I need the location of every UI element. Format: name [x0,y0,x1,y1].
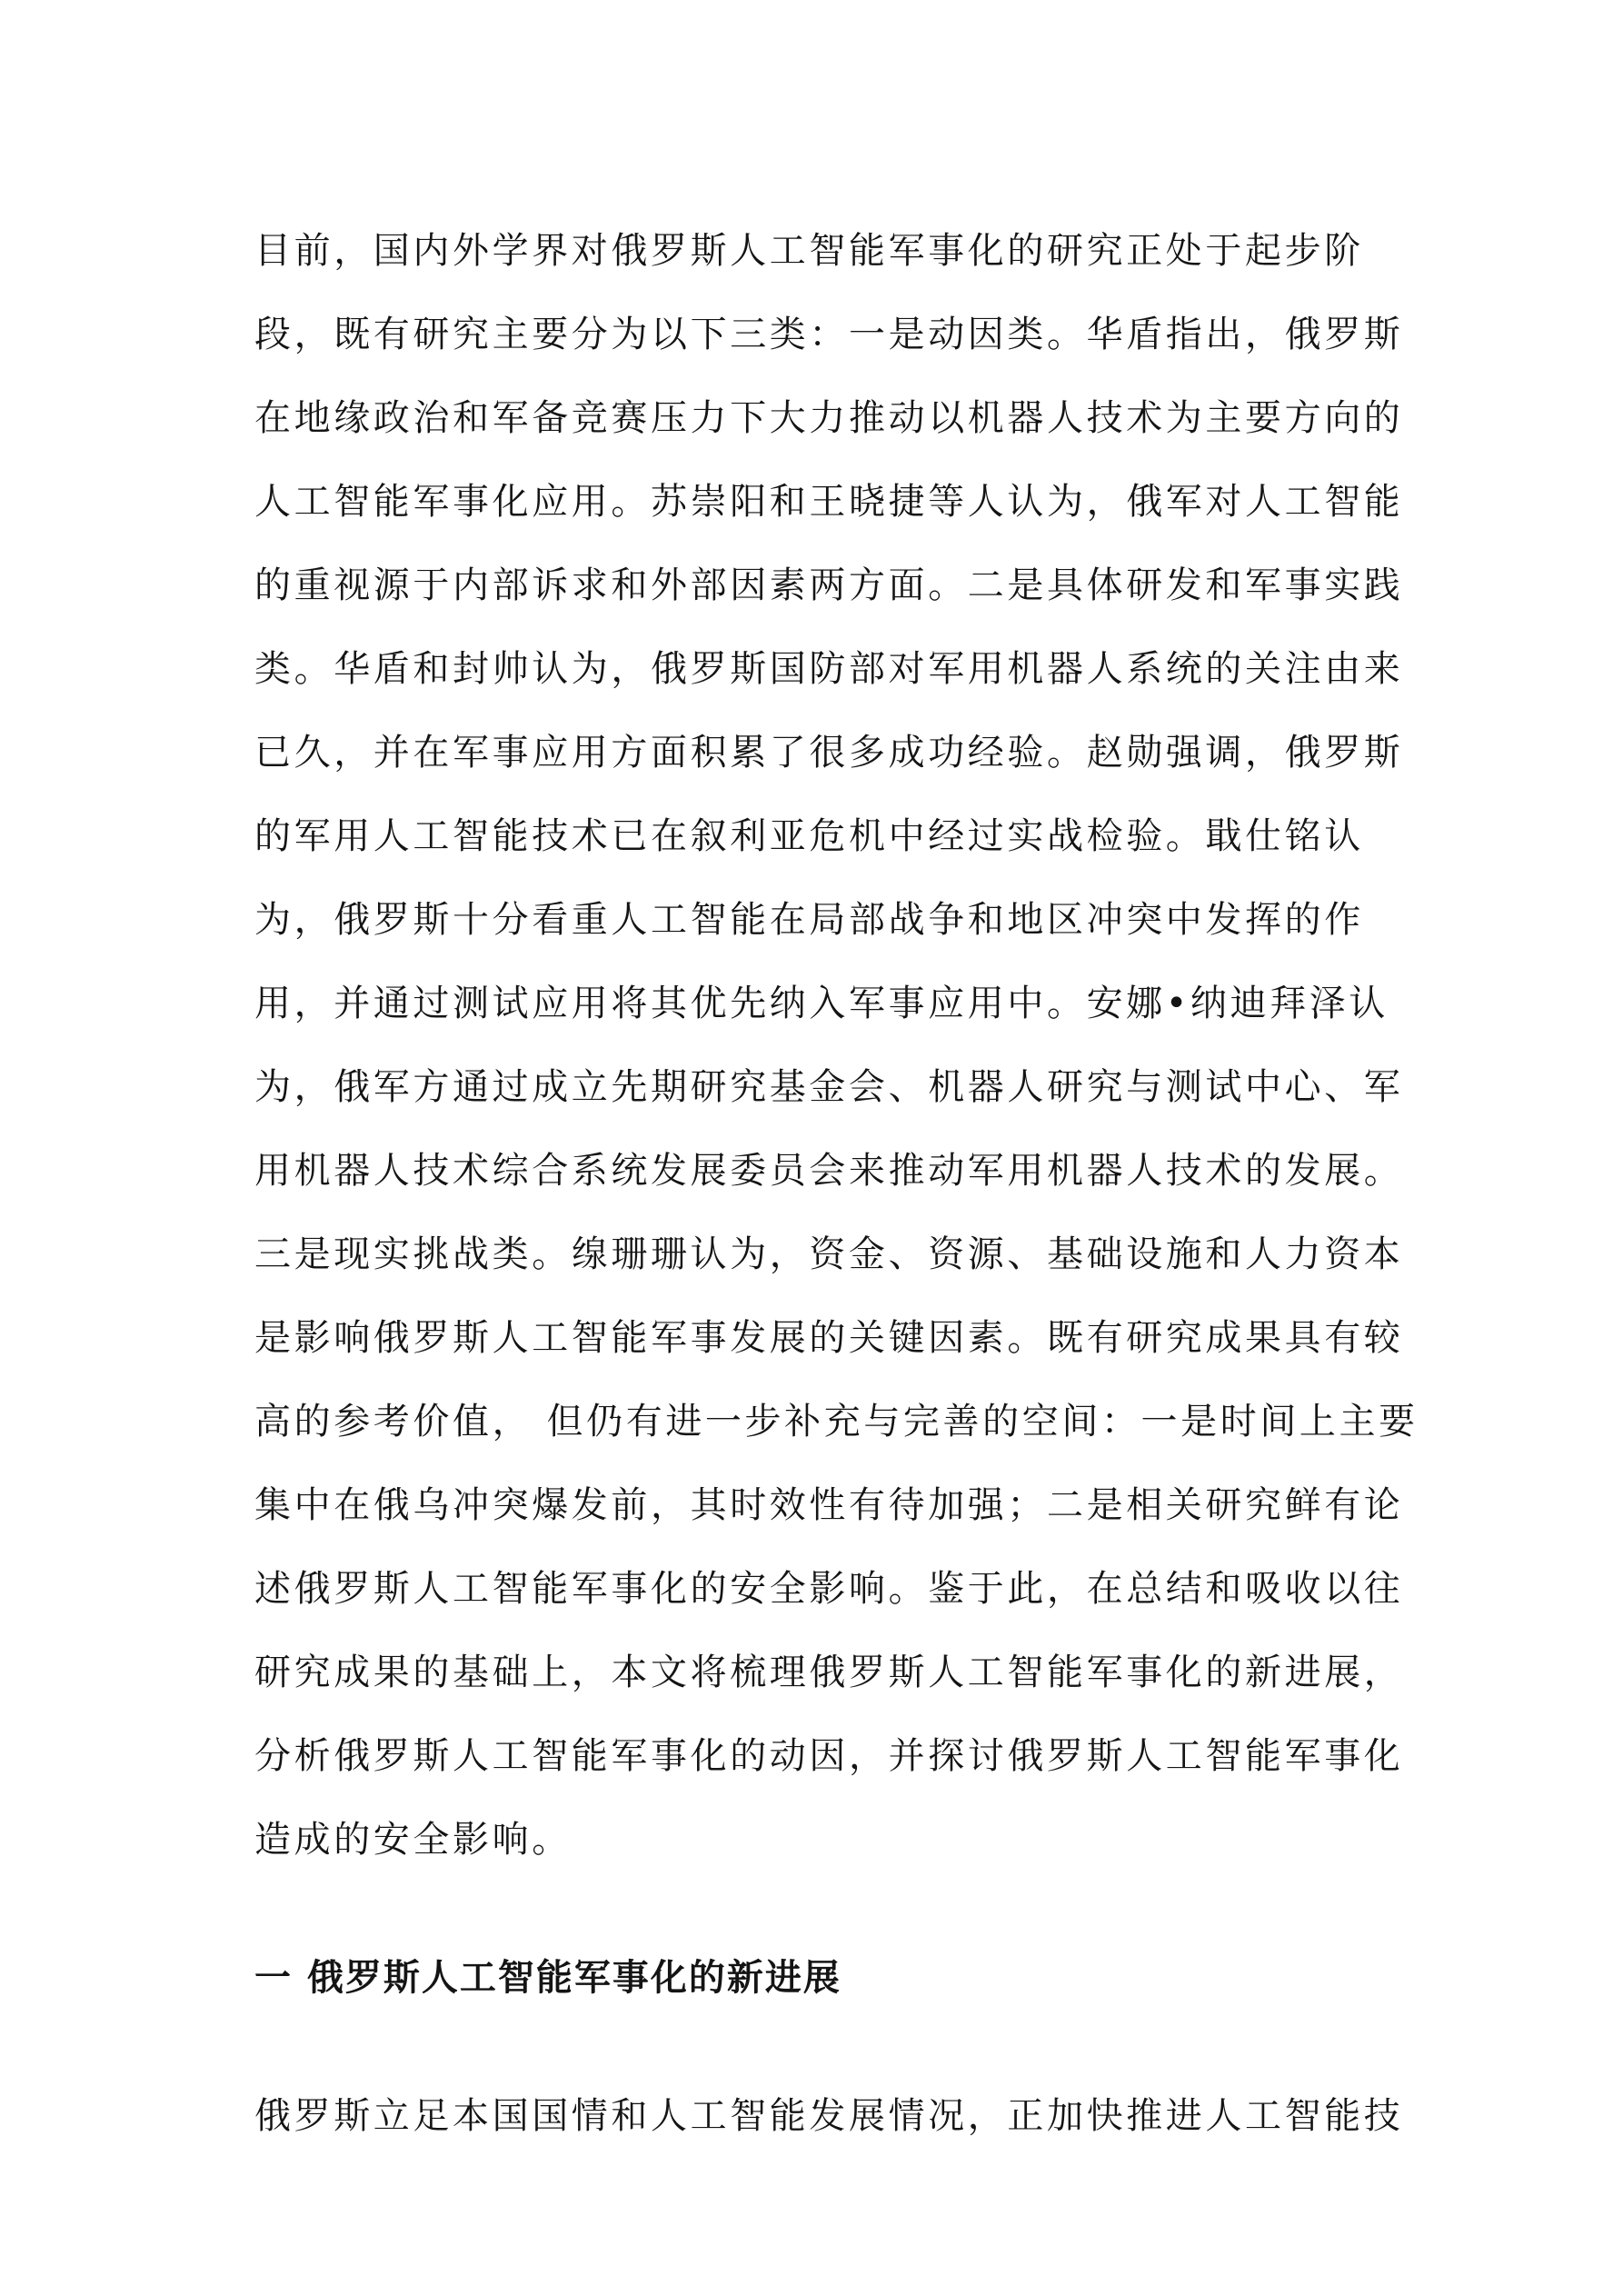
paragraph-line: 类。华盾和封帅认为，俄罗斯国防部对军用机器人系统的关注由来 [254,648,1404,690]
paragraph-line: 目前，国内外学界对俄罗斯人工智能军事化的研究正处于起步阶 [254,230,1364,272]
paragraph-line: 用，并通过测试应用将其优先纳入军事应用中。安娜•纳迪拜泽认 [254,983,1389,1024]
paragraph-line: 述俄罗斯人工智能军事化的安全影响。鉴于此，在总结和吸收以往 [254,1568,1404,1610]
paragraph-line: 是影响俄罗斯人工智能军事发展的关键因素。既有研究成果具有较 [254,1317,1404,1359]
paragraph-line: 俄罗斯立足本国国情和人工智能发展情况，正加快推进人工智能技 [254,2095,1404,2137]
paragraph-line: 的军用人工智能技术已在叙利亚危机中经过实战检验。戢仕铭认 [254,815,1364,857]
paragraph-line: 人工智能军事化应用。苏崇阳和王晓捷等人认为，俄军对人工智能 [254,481,1404,523]
paragraph-line: 分析俄罗斯人工智能军事化的动因，并探讨俄罗斯人工智能军事化 [254,1735,1404,1777]
paragraph-line: 为，俄军方通过成立先期研究基金会、机器人研究与测试中心、军 [254,1066,1404,1108]
paragraph-line: 研究成果的基础上，本文将梳理俄罗斯人工智能军事化的新进展， [254,1652,1404,1693]
section-heading: 一 俄罗斯人工智能军事化的新进展 [254,1957,841,1999]
paragraph-line: 集中在俄乌冲突爆发前，其时效性有待加强；二是相关研究鲜有论 [254,1484,1404,1526]
paragraph-line: 用机器人技术综合系统发展委员会来推动军用机器人技术的发展。 [254,1150,1404,1192]
paragraph-line: 段，既有研究主要分为以下三类：一是动因类。华盾指出，俄罗斯 [254,314,1404,355]
paragraph-line: 为，俄罗斯十分看重人工智能在局部战争和地区冲突中发挥的作 [254,899,1364,941]
paragraph-line: 高的参考价值， 但仍有进一步补充与完善的空间：一是时间上主要 [254,1401,1419,1442]
paragraph-line: 的重视源于内部诉求和外部因素两方面。二是具体研发和军事实践 [254,564,1404,606]
paragraph-line: 已久，并在军事应用方面积累了很多成功经验。赵勋强调，俄罗斯 [254,732,1404,774]
paragraph-line: 三是现实挑战类。缐珊珊认为，资金、资源、基础设施和人力资本 [254,1233,1404,1275]
paragraph-line: 在地缘政治和军备竞赛压力下大力推动以机器人技术为主要方向的 [254,397,1404,439]
paragraph-line: 造成的安全影响。 [254,1819,572,1861]
